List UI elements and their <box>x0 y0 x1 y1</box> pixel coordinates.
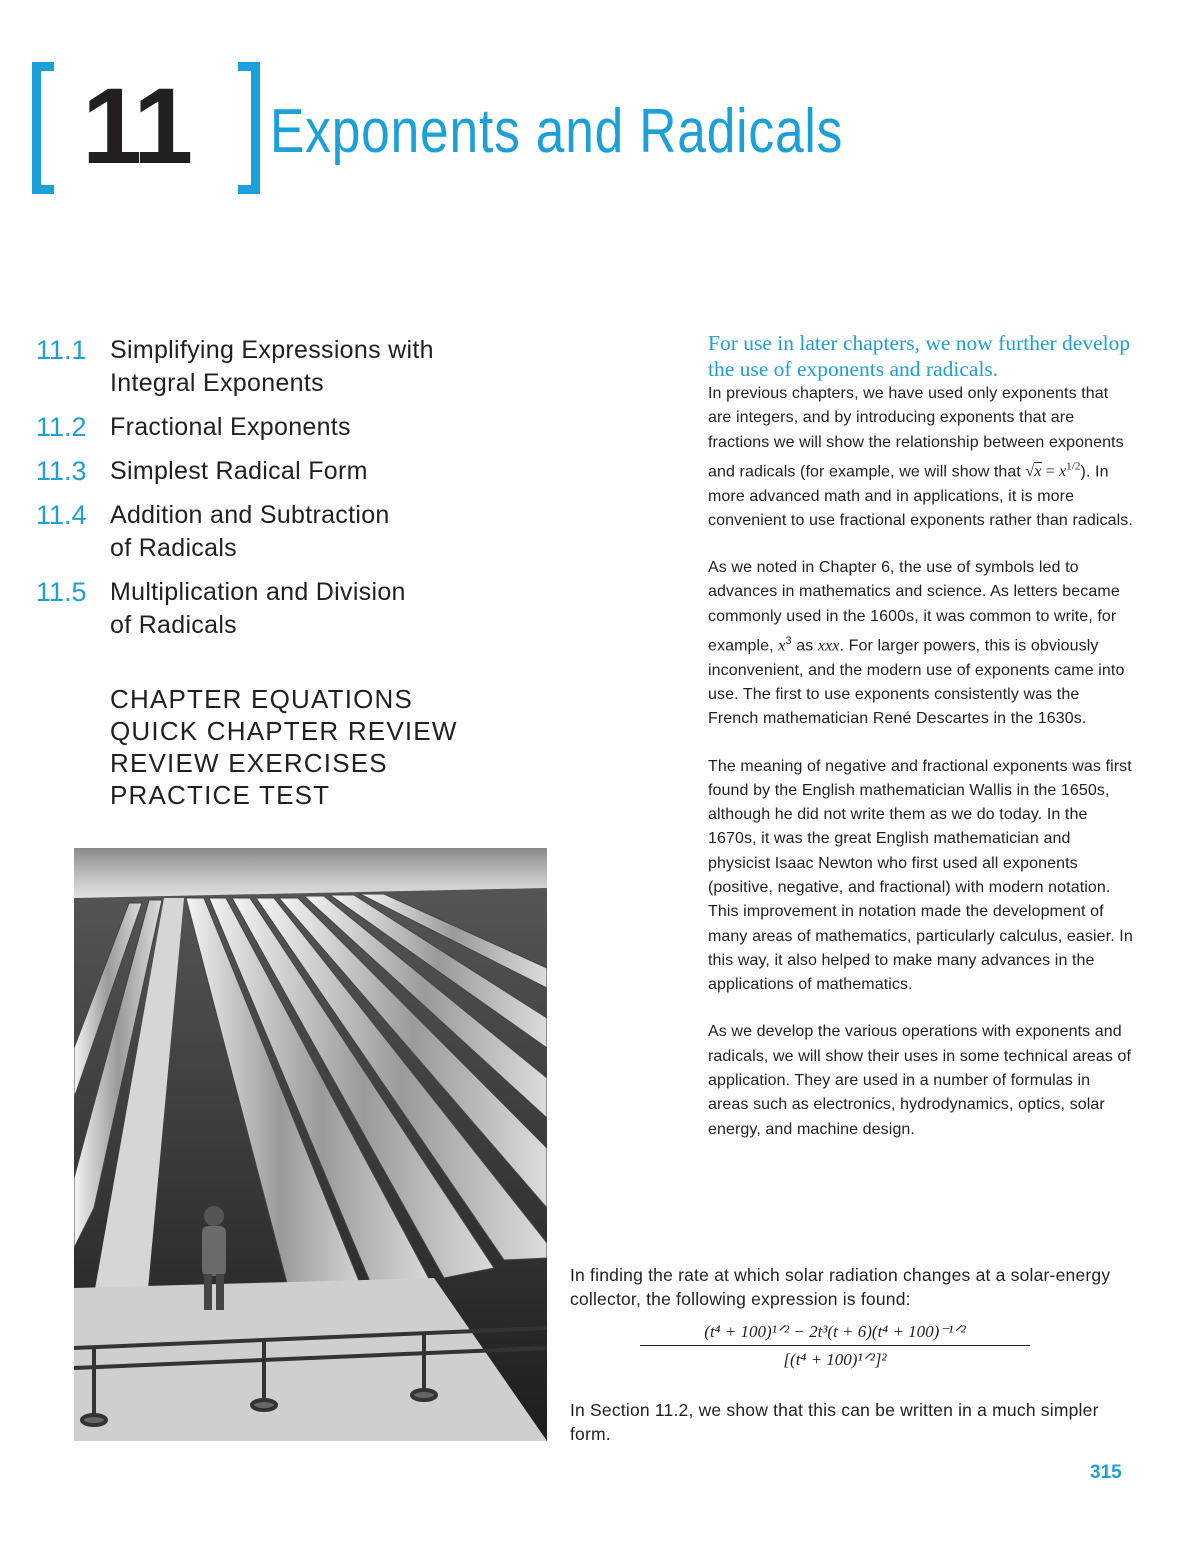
p2-text-mid: as <box>791 637 818 655</box>
solar-collector-illustration <box>74 848 547 1441</box>
chapter-header <box>32 62 932 202</box>
sqrt-expression: $√x = x^{1/2}$ <box>1025 460 1081 481</box>
intro-paragraph-1 <box>708 382 1133 533</box>
section-title-cont: of Radicals <box>110 611 237 639</box>
example-intro-text: In finding the rate at which solar radiation changes at a solar-energy collector, the following expression is found: <box>570 1265 1111 1309</box>
section-title: Addition and Subtraction <box>110 501 390 529</box>
fraction-numerator: (t⁴ + 100)¹ᐟ² − 2t³(t + 6)(t⁴ + 100)⁻¹ᐟ² <box>640 1322 1030 1346</box>
p1-text-before: In previous chapters, we have used only exponents that are integers, and by introducing exponents that are fractions we will show the relationship between exponents and radicals (for example, we will show that <box>708 385 1124 481</box>
extra-item-review-exercises[interactable]: REVIEW EXERCISES <box>110 748 388 778</box>
intro-lead: For use in later chapters, we now further develop the use of exponents and radicals. <box>708 331 1131 381</box>
section-item[interactable] <box>36 334 516 400</box>
p1-text-after: ). In more advanced math and in applications, it is more convenient to use fractional exponents rather than radicals. <box>708 463 1133 529</box>
section-item[interactable] <box>36 455 516 488</box>
section-item[interactable] <box>36 411 516 444</box>
section-list <box>36 334 516 653</box>
section-number: 11.5 <box>36 577 87 607</box>
chapter-extras-list <box>110 683 530 811</box>
section-number: 11.1 <box>36 335 87 365</box>
extra-item-quick-review[interactable]: QUICK CHAPTER REVIEW <box>110 716 458 746</box>
section-title: Multiplication and Division <box>110 578 406 606</box>
extra-item-chapter-equations[interactable]: CHAPTER EQUATIONS <box>110 684 414 714</box>
expression-fraction <box>640 1322 1030 1384</box>
intro-paragraph-2 <box>708 556 1133 731</box>
chapter-number: 11 <box>82 65 191 186</box>
section-title: Simplifying Expressions with <box>110 336 434 364</box>
intro-paragraph-3: The meaning of negative and fractional exponents was first found by the English mathematician Wallis in the 1650s, although he did not write them as we do today. In the 1670s, it was the great English mathematician and physicist Isaac Newton who first used all exponents (positive, negative, and fractional) with modern notation. This improvement in notation made the development of many areas of mathematics, particularly calculus, easier. In this way, it also helped to make many advances in the applications of mathematics. <box>708 757 1133 994</box>
extra-item-practice-test[interactable]: PRACTICE TEST <box>110 780 331 810</box>
sqrt-radicand: x <box>1034 463 1042 481</box>
cube-exponent: 3 <box>785 635 792 647</box>
intro-column <box>708 330 1133 1165</box>
power-exponent: 1/2 <box>1066 460 1081 473</box>
power-base: x <box>1058 463 1067 481</box>
section-number: 11.3 <box>36 456 87 486</box>
section-item[interactable] <box>36 576 516 642</box>
chapter-title: Exponents and Radicals <box>270 97 844 166</box>
page-number: 315 <box>1090 1462 1122 1483</box>
section-title-cont: of Radicals <box>110 534 237 562</box>
section-title-cont: Integral Exponents <box>110 369 324 397</box>
section-title: Fractional Exponents <box>110 413 351 441</box>
intro-paragraph-4: As we develop the various operations with exponents and radicals, we will show their uses in some technical areas of application. They are used in a number of formulas in areas such as electronics, hydrodynamics, optics, solar energy, and machine design. <box>708 1023 1132 1138</box>
p2-text-after: . For larger powers, this is obviously inconvenient, and the modern use of exponents came into use. The first to use exponents consistently was the French mathematician René Descartes in the 1630s. <box>708 637 1125 728</box>
xxx-expression: xxx <box>817 637 840 655</box>
left-bracket <box>32 62 54 194</box>
right-bracket <box>238 62 260 194</box>
example-tail-text: In Section 11.2, we show that this can be written in a much simpler form. <box>570 1400 1099 1444</box>
cube-base: x <box>778 637 786 655</box>
p2-text-before: As we noted in Chapter 6, the use of symbols led to advances in mathematics and science. As letters became commonly used in the 1600s, it was common to write, for example, <box>708 559 1120 655</box>
section-number: 11.4 <box>36 500 87 530</box>
section-number: 11.2 <box>36 412 87 442</box>
section-item[interactable] <box>36 499 516 565</box>
fraction-denominator: [(t⁴ + 100)¹ᐟ²]² <box>783 1350 887 1369</box>
section-title: Simplest Radical Form <box>110 457 368 485</box>
